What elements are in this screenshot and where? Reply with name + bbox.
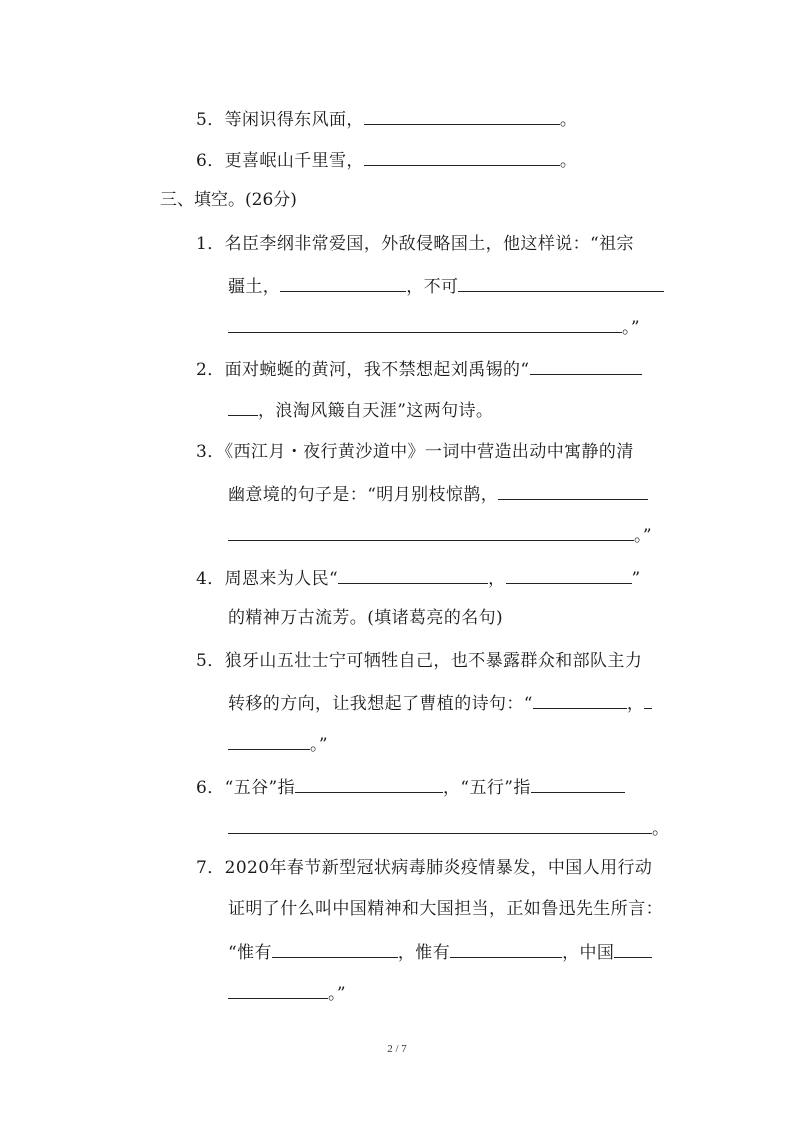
question-4-line-2 [228, 606, 503, 630]
question-text: 名臣李纲非常爱国，外敌侵略国土，他这样说：“祖宗 [224, 234, 634, 254]
question-7-line-4 [228, 980, 346, 1006]
question-text: ，中国 [562, 943, 615, 963]
answer-blank[interactable] [530, 356, 642, 375]
question-5-line-2 [228, 690, 652, 716]
question-text: 转移的方向，让我想起了曹植的诗句：“ [228, 694, 533, 714]
question-7-line-3 [228, 939, 652, 965]
question-7-line-1 [196, 856, 652, 880]
item-6 [196, 147, 577, 173]
question-text: 《西江月・夜行黄沙道中》一词中营造出动中寓静的清 [224, 442, 634, 462]
question-text: “惟有 [228, 943, 272, 963]
question-text: 面对蜿蜒的黄河，我不禁想起刘禹锡的“ [224, 360, 530, 380]
item-text: 等闲识得东风面， [224, 110, 364, 130]
item-number: 6． [196, 151, 225, 171]
question-number: 3． [196, 442, 225, 462]
question-7-line-2 [228, 897, 663, 921]
question-text: 幽意境的句子是：“明月别枝惊鹊， [228, 485, 499, 505]
answer-blank[interactable] [228, 731, 310, 750]
question-text: 狼牙山五壮士宁可牺牲自己，也不暴露群众和部队主力 [224, 651, 643, 671]
question-text: 。” [634, 526, 652, 546]
question-2-line-1 [196, 356, 642, 382]
answer-blank[interactable] [364, 147, 560, 166]
question-text: 2020年春节新型冠状病毒肺炎疫情暴发，中国人用行动 [224, 858, 653, 878]
question-5-line-1 [196, 649, 642, 673]
answer-blank[interactable] [228, 980, 328, 999]
question-number: 2． [196, 360, 225, 380]
question-text: “五谷”指 [224, 778, 296, 798]
question-4-line-1 [196, 565, 641, 591]
question-3-line-1 [196, 440, 634, 464]
answer-blank[interactable] [364, 106, 560, 125]
question-text: ， [488, 569, 506, 589]
answer-blank[interactable] [614, 939, 652, 958]
answer-blank[interactable] [295, 774, 443, 793]
question-text: ， [626, 694, 645, 714]
answer-blank[interactable] [272, 939, 398, 958]
section-title: 三、填空。(26分) [160, 190, 297, 210]
answer-blank[interactable] [450, 939, 562, 958]
question-5-line-3 [228, 731, 328, 757]
question-text: 。” [310, 735, 328, 755]
question-number: 7． [196, 858, 225, 878]
answer-blank[interactable] [228, 522, 634, 541]
page-number: 2 / 7 [387, 1043, 407, 1055]
question-6-line-2 [228, 815, 669, 841]
answer-blank[interactable] [228, 815, 652, 834]
item-end: 。 [559, 151, 578, 171]
answer-blank[interactable] [228, 397, 258, 416]
item-number: 5． [196, 110, 225, 130]
question-1-line-1 [196, 232, 634, 256]
answer-blank[interactable] [506, 565, 632, 584]
question-6-line-1 [196, 774, 625, 800]
question-text: 。” [622, 318, 640, 338]
answer-blank[interactable] [228, 314, 622, 333]
question-2-line-2 [228, 397, 493, 423]
question-number: 4． [196, 569, 225, 589]
answer-blank[interactable] [338, 565, 488, 584]
question-number: 1． [196, 234, 225, 254]
question-text: 周恩来为人民“ [224, 569, 339, 589]
answer-blank[interactable] [644, 690, 652, 709]
question-text: ，“五行”指 [443, 778, 531, 798]
answer-blank[interactable] [498, 481, 648, 500]
question-text: 疆土， [228, 277, 281, 297]
answer-blank[interactable] [458, 273, 664, 292]
question-text: ” [631, 569, 641, 589]
answer-blank[interactable] [533, 690, 627, 709]
question-text: ，不可 [406, 277, 459, 297]
question-text: 证明了什么叫中国精神和大国担当，正如鲁迅先生所言： [228, 899, 663, 919]
answer-blank[interactable] [531, 774, 625, 793]
question-1-line-3 [228, 314, 640, 340]
item-text: 更喜岷山千里雪， [224, 151, 364, 171]
item-end: 。 [559, 110, 578, 130]
question-text: 。” [328, 984, 346, 1004]
question-3-line-3 [228, 522, 652, 548]
question-text: 。 [652, 819, 670, 839]
question-1-line-2 [228, 273, 664, 299]
question-number: 6． [196, 778, 225, 798]
question-text: 的精神万古流芳。(填诸葛亮的名句) [228, 608, 504, 628]
question-number: 5． [196, 651, 225, 671]
question-text: ，惟有 [397, 943, 451, 963]
question-text: ，浪淘风簸自天涯”这两句诗。 [258, 401, 494, 421]
question-3-line-2 [228, 481, 648, 507]
item-5 [196, 106, 577, 132]
answer-blank[interactable] [280, 273, 406, 292]
